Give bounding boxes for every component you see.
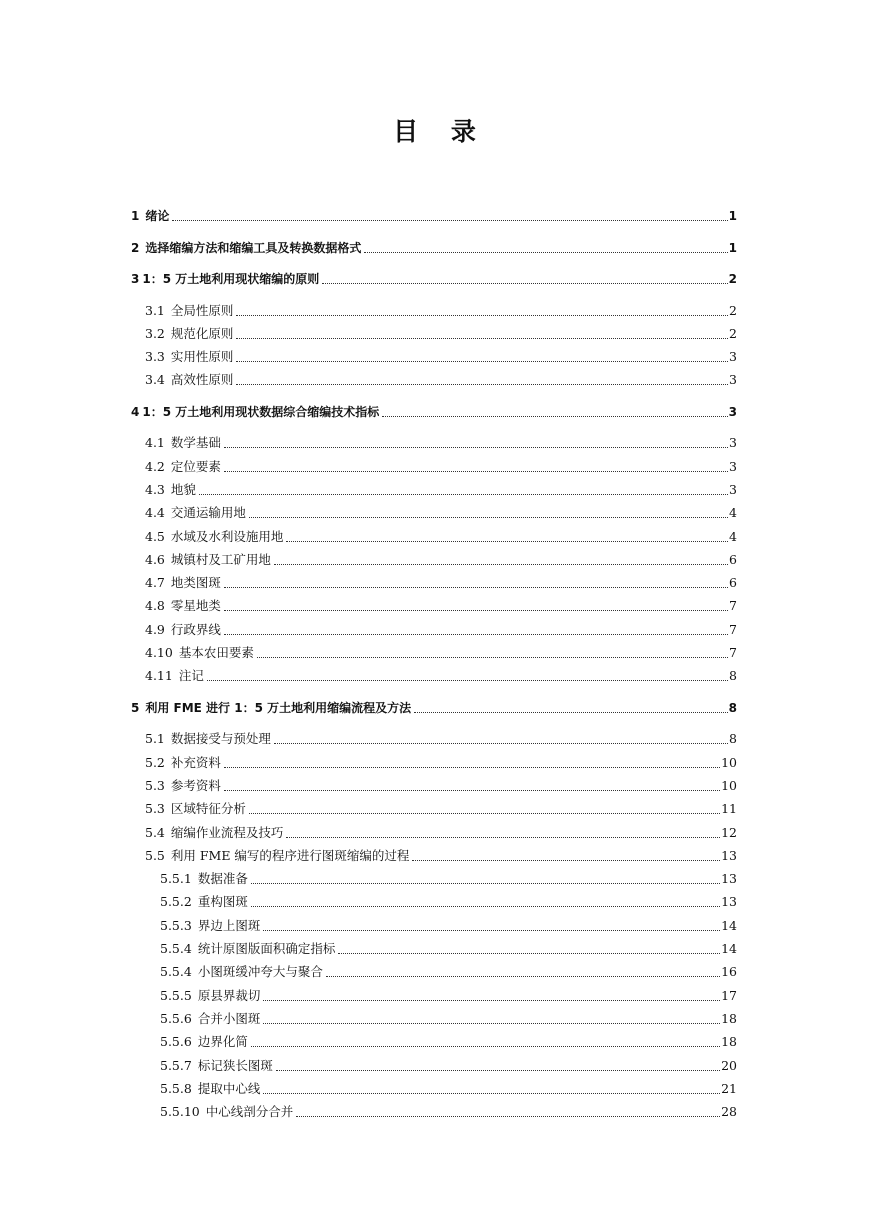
toc-entry-label: 数据接受与预处理 <box>170 731 271 746</box>
toc-entry-label: 利用 FME 进行 1：5 万土地利用缩编流程及方法 <box>145 701 412 715</box>
toc-entry-label: 补充资料 <box>170 755 221 770</box>
toc-entry-page-number: 10 <box>721 778 737 793</box>
toc-entry-number: 4 <box>131 405 140 419</box>
toc-dot-leader <box>326 976 720 977</box>
toc-entry[interactable] <box>160 893 737 911</box>
toc-entry[interactable] <box>160 917 737 935</box>
toc-entry-page-number: 8 <box>729 731 737 746</box>
toc-entry-label: 参考资料 <box>170 778 221 793</box>
toc-dot-leader <box>414 712 728 713</box>
toc-entry-page-number: 18 <box>721 1011 737 1026</box>
toc-dot-leader <box>224 587 728 588</box>
toc-entry-number: 4.1 <box>145 435 165 450</box>
toc-entry-label: 全局性原则 <box>170 303 234 318</box>
toc-entry[interactable] <box>145 730 737 748</box>
toc-entry-number: 1 <box>131 209 140 223</box>
toc-entry[interactable] <box>145 302 737 320</box>
toc-entry[interactable] <box>160 1103 737 1121</box>
toc-entry-page-number: 6 <box>729 552 737 567</box>
toc-entry-page-number: 2 <box>728 272 737 286</box>
toc-entry-page-number: 6 <box>729 575 737 590</box>
toc-entry-page-number: 20 <box>721 1058 737 1073</box>
toc-entry-label: 规范化原则 <box>170 326 234 341</box>
toc-entry-page-number: 14 <box>721 941 737 956</box>
toc-entry-number: 5.5.2 <box>160 894 192 909</box>
toc-dot-leader <box>251 1046 720 1047</box>
toc-entry-number: 5.5.6 <box>160 1034 192 1049</box>
toc-dot-leader <box>338 953 720 954</box>
toc-entry-page-number: 4 <box>729 505 737 520</box>
toc-entry-page-number: 10 <box>721 755 737 770</box>
toc-dot-leader <box>364 252 727 253</box>
toc-entry-number: 5.5.10 <box>160 1104 200 1119</box>
toc-dot-leader <box>224 471 728 472</box>
toc-entry-label: 标记狭长图斑 <box>197 1058 273 1073</box>
toc-dot-leader <box>224 447 728 448</box>
toc-entry-page-number: 17 <box>721 988 737 1003</box>
toc-entry-number: 5.4 <box>145 825 165 840</box>
toc-entry-number: 3 <box>131 272 140 286</box>
toc-dot-leader <box>224 634 728 635</box>
toc-entry-label: 绪论 <box>145 209 170 223</box>
toc-entry-label: 交通运输用地 <box>170 505 246 520</box>
toc-entry-label: 1：5 万土地利用现状数据综合缩编技术指标 <box>142 405 380 419</box>
toc-entry-label: 城镇村及工矿用地 <box>170 552 271 567</box>
toc-entry-label: 高效性原则 <box>170 372 234 387</box>
toc-entry-label: 定位要素 <box>170 459 221 474</box>
toc-entry[interactable] <box>145 667 737 685</box>
toc-entry-page-number: 28 <box>721 1104 737 1119</box>
toc-entry-label: 重构图斑 <box>197 894 248 909</box>
toc-entry-label: 实用性原则 <box>170 349 234 364</box>
toc-entry[interactable] <box>145 504 737 522</box>
toc-entry[interactable] <box>131 270 737 288</box>
toc-entry[interactable] <box>145 371 737 389</box>
toc-dot-leader <box>224 790 720 791</box>
toc-entry-page-number: 8 <box>729 668 737 683</box>
toc-entry-number: 4.10 <box>145 645 173 660</box>
toc-entry[interactable] <box>160 1033 737 1051</box>
toc-entry[interactable] <box>160 940 737 958</box>
toc-entry[interactable] <box>145 777 737 795</box>
toc-entry-label: 地貌 <box>170 482 196 497</box>
toc-entry-number: 4.4 <box>145 505 165 520</box>
toc-entry-page-number: 11 <box>721 801 737 816</box>
toc-entry-page-number: 3 <box>729 482 737 497</box>
toc-entry-page-number: 13 <box>721 871 737 886</box>
toc-dot-leader <box>172 220 727 221</box>
toc-entry-number: 4.7 <box>145 575 165 590</box>
toc-entry[interactable] <box>131 403 737 421</box>
toc-entry-number: 5.5 <box>145 848 165 863</box>
toc-entry-number: 2 <box>131 241 140 255</box>
toc-entry-number: 5.1 <box>145 731 165 746</box>
toc-entry-label: 水域及水利设施用地 <box>170 529 284 544</box>
toc-entry-number: 4.5 <box>145 529 165 544</box>
toc-entry-page-number: 21 <box>721 1081 737 1096</box>
toc-entry-number: 4.2 <box>145 459 165 474</box>
toc-entry-label: 界边上图斑 <box>197 918 261 933</box>
toc-entry-number: 3.1 <box>145 303 165 318</box>
toc-entry-number: 3.3 <box>145 349 165 364</box>
toc-entry-number: 3.2 <box>145 326 165 341</box>
toc-entry-label: 选择缩编方法和缩编工具及转换数据格式 <box>145 241 362 255</box>
toc-entry-page-number: 1 <box>728 209 737 223</box>
toc-entry-number: 5.5.6 <box>160 1011 192 1026</box>
toc-entry-label: 零星地类 <box>170 598 221 613</box>
toc-entry-number: 5.5.7 <box>160 1058 192 1073</box>
toc-entry[interactable] <box>145 754 737 772</box>
toc-entry-label: 注记 <box>178 668 204 683</box>
toc-dot-leader <box>274 564 728 565</box>
toc-entry-page-number: 3 <box>729 349 737 364</box>
toc-dot-leader <box>236 384 728 385</box>
toc-entry[interactable] <box>160 1057 737 1075</box>
toc-entry-label: 数据准备 <box>197 871 248 886</box>
toc-entry-label: 数学基础 <box>170 435 221 450</box>
toc-dot-leader <box>322 283 727 284</box>
toc-entry-number: 3.4 <box>145 372 165 387</box>
toc-entry-label: 基本农田要素 <box>178 645 254 660</box>
toc-entry[interactable] <box>160 1080 737 1098</box>
toc-entry-page-number: 16 <box>721 964 737 979</box>
toc-dot-leader <box>286 541 728 542</box>
toc-entry[interactable] <box>145 847 737 865</box>
toc-dot-leader <box>249 517 728 518</box>
toc-entry-page-number: 7 <box>729 622 737 637</box>
toc-dot-leader <box>236 338 728 339</box>
toc-entry-page-number: 4 <box>729 529 737 544</box>
toc-entry-label: 边界化简 <box>197 1034 248 1049</box>
toc-entry-page-number: 7 <box>729 645 737 660</box>
page-title: 目 录 <box>393 117 488 146</box>
toc-entry[interactable] <box>160 870 737 888</box>
toc-entry[interactable] <box>145 800 737 818</box>
toc-entry[interactable] <box>160 1010 737 1028</box>
toc-dot-leader <box>251 906 720 907</box>
toc-entry[interactable] <box>145 528 737 546</box>
toc-dot-leader <box>263 930 720 931</box>
toc-dot-leader <box>224 767 720 768</box>
toc-entry[interactable] <box>145 597 737 615</box>
toc-entry-page-number: 13 <box>721 894 737 909</box>
toc-entry[interactable] <box>131 699 737 717</box>
toc-entry-label: 中心线剖分合并 <box>205 1104 294 1119</box>
toc-entry-page-number: 2 <box>729 303 737 318</box>
toc-entry-number: 5.5.4 <box>160 964 192 979</box>
toc-entry[interactable] <box>145 325 737 343</box>
toc-entry-number: 5.2 <box>145 755 165 770</box>
toc-entry-number: 5 <box>131 701 140 715</box>
toc-entry-page-number: 3 <box>729 435 737 450</box>
toc-entry-label: 利用 FME 编写的程序进行图斑缩编的过程 <box>170 848 410 863</box>
toc-entry[interactable] <box>145 481 737 499</box>
toc-entry-number: 5.5.5 <box>160 988 192 1003</box>
toc-entry-number: 5.5.4 <box>160 941 192 956</box>
toc-entry-page-number: 3 <box>729 372 737 387</box>
toc-entry-page-number: 3 <box>729 459 737 474</box>
toc-dot-leader <box>236 361 728 362</box>
toc-entry-label: 统计原图版面积确定指标 <box>197 941 336 956</box>
toc-entry[interactable] <box>145 458 737 476</box>
toc-entry-page-number: 12 <box>721 825 737 840</box>
toc-entry-label: 原县界裁切 <box>197 988 261 1003</box>
toc-dot-leader <box>199 494 728 495</box>
toc-dot-leader <box>263 1000 720 1001</box>
toc-dot-leader <box>236 315 728 316</box>
toc-dot-leader <box>263 1093 720 1094</box>
toc-entry-label: 缩编作业流程及技巧 <box>170 825 284 840</box>
toc-entry[interactable] <box>160 987 737 1005</box>
toc-entry-page-number: 13 <box>721 848 737 863</box>
toc-entry-number: 5.3 <box>145 778 165 793</box>
toc-entry-number: 4.3 <box>145 482 165 497</box>
toc-entry[interactable] <box>145 434 737 452</box>
toc-entry-label: 提取中心线 <box>197 1081 261 1096</box>
toc-dot-leader <box>263 1023 720 1024</box>
toc-entry-label: 地类图斑 <box>170 575 221 590</box>
toc-entry-label: 1：5 万土地利用现状缩编的原则 <box>142 272 320 286</box>
toc-entry-page-number: 18 <box>721 1034 737 1049</box>
toc-entry[interactable] <box>145 621 737 639</box>
toc-entry-number: 5.5.8 <box>160 1081 192 1096</box>
toc-entry-page-number: 1 <box>728 241 737 255</box>
toc-entry-label: 小图斑缓冲夸大与聚合 <box>197 964 323 979</box>
toc-dot-leader <box>274 743 728 744</box>
toc-entry-page-number: 7 <box>729 598 737 613</box>
toc-entry-page-number: 2 <box>729 326 737 341</box>
toc-entry[interactable] <box>145 348 737 366</box>
toc-entry-number: 4.6 <box>145 552 165 567</box>
toc-entry[interactable] <box>131 239 737 257</box>
toc-entry-number: 5.5.3 <box>160 918 192 933</box>
toc-entry-number: 4.8 <box>145 598 165 613</box>
toc-entry[interactable] <box>145 574 737 592</box>
toc-entry-number: 5.3 <box>145 801 165 816</box>
toc-entry[interactable] <box>131 207 737 225</box>
toc-entry[interactable] <box>145 551 737 569</box>
toc-entry[interactable] <box>145 824 737 842</box>
toc-entry-number: 4.11 <box>145 668 173 683</box>
toc-entry-label: 合并小图斑 <box>197 1011 261 1026</box>
toc-dot-leader <box>276 1070 720 1071</box>
toc-entry[interactable] <box>145 644 737 662</box>
toc-dot-leader <box>207 680 728 681</box>
toc-dot-leader <box>286 837 720 838</box>
toc-dot-leader <box>412 860 720 861</box>
toc-dot-leader <box>251 883 720 884</box>
toc-entry-number: 5.5.1 <box>160 871 192 886</box>
toc-entry-label: 区域特征分析 <box>170 801 246 816</box>
toc-entry-page-number: 8 <box>728 701 737 715</box>
toc-entry-page-number: 14 <box>721 918 737 933</box>
toc-dot-leader <box>224 610 728 611</box>
toc-entry-number: 4.9 <box>145 622 165 637</box>
toc-dot-leader <box>382 416 727 417</box>
toc-entry[interactable] <box>160 963 737 981</box>
toc-dot-leader <box>257 657 728 658</box>
toc-entry-page-number: 3 <box>728 405 737 419</box>
toc-entry-label: 行政界线 <box>170 622 221 637</box>
toc-dot-leader <box>296 1116 720 1117</box>
toc-dot-leader <box>249 813 720 814</box>
